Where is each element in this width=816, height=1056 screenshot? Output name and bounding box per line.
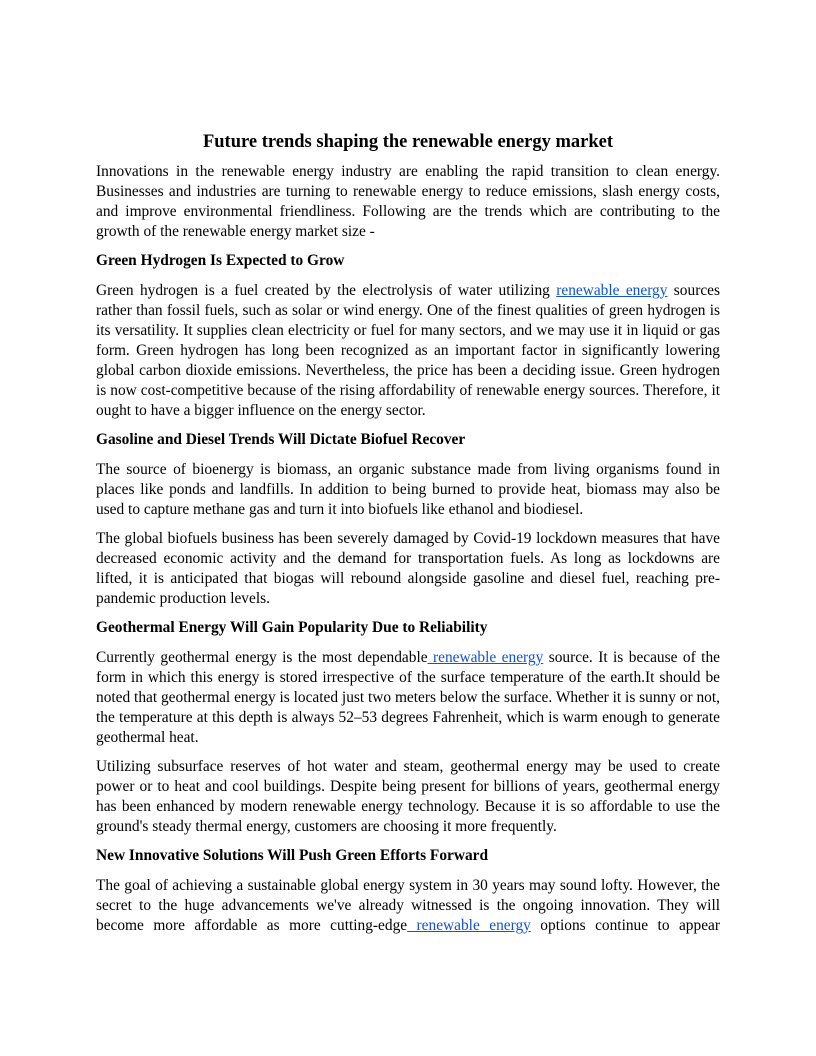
text-run: Green hydrogen is a fuel created by the electrolysis of water utilizing [96,282,557,299]
renewable-energy-link[interactable]: renewable energy [556,282,668,299]
biofuel-paragraph-1: The source of bioenergy is biomass, an organic substance made from living organisms found in places like ponds and landfills. In addition to being burned to provide heat, biomass may also be used to capture methane gas and turn it into biofuels like ethanol and biodiesel. [96,461,720,518]
intro-paragraph: Innovations in the renewable energy industry are enabling the rapid transition to clean energy. Businesses and industries are turning to renewable energy to reduce emissions, slash energy costs, and improve environmental friendliness. Following are the trends which are contributing to the growth of the renewable energy market size - [96,163,720,240]
text-run: The goal of achieving a sustainable global energy system in 30 years may sound lofty. However, the secret to the huge advancements we've already witnessed is the ongoing innovation. They will become more affordable as more cutting-edge [96,877,720,934]
text-run: options continue to appear [530,917,720,934]
text-run: source. It is because of the form in which this energy is stored irrespective of the surface temperature of the earth.It should be noted that geothermal energy is located just two meters below the surface. Whether it is sunny or not, the temperature at this depth is always 52–53 degrees Fahrenheit, which is warm enough to generate geothermal heat. [96,649,720,746]
text-run: sources rather than fossil fuels, such as solar or wind energy. One of the finest qualities of green hydrogen is its versatility. It supplies clean electricity or fuel for many sectors, and we may use it in liquid or gas form. Green hydrogen has long been recognized as an important factor in significantly lowering global carbon dioxide emissions. Nevertheless, the price has been a deciding issue. Green hydrogen is now cost-competitive because of the rising affordability of renewable energy sources. Therefore, it ought to have a bigger influence on the energy sector. [96,282,720,419]
renewable-energy-link[interactable]: renewable energy [427,649,544,666]
green-hydrogen-paragraph [96,281,720,421]
biofuel-paragraph-2: The global biofuels business has been severely damaged by Covid-19 lockdown measures that have decreased economic activity and the demand for transportation fuels. As long as lockdowns are lifted, it is anticipated that biogas will rebound alongside gasoline and diesel fuel, reaching pre-pandemic production levels. [96,530,720,607]
geothermal-paragraph-1 [96,648,720,748]
section-heading-biofuel: Gasoline and Diesel Trends Will Dictate Biofuel Recover [96,431,466,448]
document-title: Future trends shaping the renewable energy market [202,132,614,152]
section-heading-geothermal: Geothermal Energy Will Gain Popularity Due to Reliability [96,619,488,636]
document-page [96,130,720,945]
geothermal-paragraph-2: Utilizing subsurface reserves of hot water and steam, geothermal energy may be used to create power or to heat and cool buildings. Despite being present for billions of years, geothermal energy has been enhanced by modern renewable energy technology. Because it is so affordable to use the ground's steady thermal energy, customers are choosing it more frequently. [96,758,720,835]
section-heading-innovation: New Innovative Solutions Will Push Green Efforts Forward [96,847,489,864]
section-heading-green-hydrogen: Green Hydrogen Is Expected to Grow [96,252,345,269]
renewable-energy-link[interactable]: renewable energy [407,917,531,934]
innovation-paragraph [96,876,720,936]
text-run: Currently geothermal energy is the most dependable [96,649,428,666]
